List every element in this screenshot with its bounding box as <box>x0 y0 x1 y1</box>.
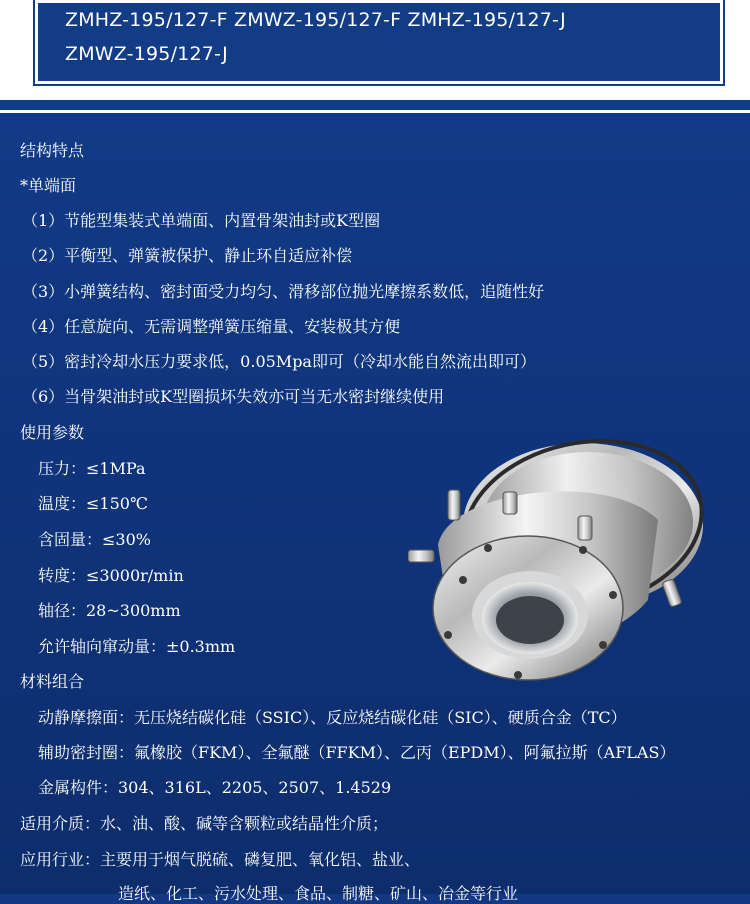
param-item: 含固量：≤30% <box>38 530 151 549</box>
feature-item: （2）平衡型、弹簧被保护、静止环自适应补偿 <box>22 246 353 265</box>
title-line-1: ZMHZ-195/127-F ZMWZ-195/127-F ZMHZ-195/127-J <box>65 9 566 31</box>
param-item: 温度：≤150℃ <box>38 494 148 513</box>
features-heading: 结构特点 <box>20 141 85 160</box>
industry-line-2: 造纸、化工、污水处理、食品、制糖、矿山、冶金等行业 <box>118 884 519 903</box>
feature-item: （3）小弹簧结构、密封面受力均匀、滑移部位抛光摩擦系数低，追随性好 <box>22 282 545 301</box>
features-subheading: *单端面 <box>20 176 77 195</box>
params-heading: 使用参数 <box>20 423 85 442</box>
param-item: 压力：≤1MPa <box>38 459 146 478</box>
product-title <box>65 3 705 71</box>
material-item: 金属构件：304、316L、2205、2507、1.4529 <box>38 778 392 797</box>
header-band <box>0 0 750 100</box>
material-item: 动静摩擦面：无压烧结碳化硅（SSIC）、反应烧结碳化硅（SIC）、硬质合金（TC） <box>38 708 627 727</box>
industry-line-1: 应用行业：主要用于烟气脱硫、磷复肥、氧化铝、盐业、 <box>20 850 421 869</box>
feature-item: （5）密封冷却水压力要求低，0.05Mpa即可（冷却水能自然流出即可） <box>22 352 536 371</box>
param-item: 轴径：28~300mm <box>38 601 181 620</box>
param-item: 允许轴向窜动量：±0.3mm <box>38 637 236 656</box>
media-line: 适用介质：水、油、酸、碱等含颗粒或结晶性介质； <box>20 814 389 833</box>
feature-item: （4）任意旋向、无需调整弹簧压缩量、安装极其方便 <box>22 317 401 336</box>
title-box <box>35 0 723 84</box>
divider <box>0 100 750 110</box>
title-line-2: ZMWZ-195/127-J <box>65 43 228 65</box>
material-item: 辅助密封圈：氟橡胶（FKM）、全氟醚（FFKM）、乙丙（EPDM）、阿氟拉斯（AFLAS） <box>38 743 676 762</box>
materials-heading: 材料组合 <box>20 672 85 691</box>
param-item: 转度：≤3000r/min <box>38 566 184 585</box>
feature-item: （1）节能型集装式单端面、内置骨架油封或K型圈 <box>22 211 381 230</box>
feature-item: （6）当骨架油封或K型圈损坏失效亦可当无水密封继续使用 <box>22 387 445 406</box>
mechanical-seal-photo <box>408 430 708 690</box>
